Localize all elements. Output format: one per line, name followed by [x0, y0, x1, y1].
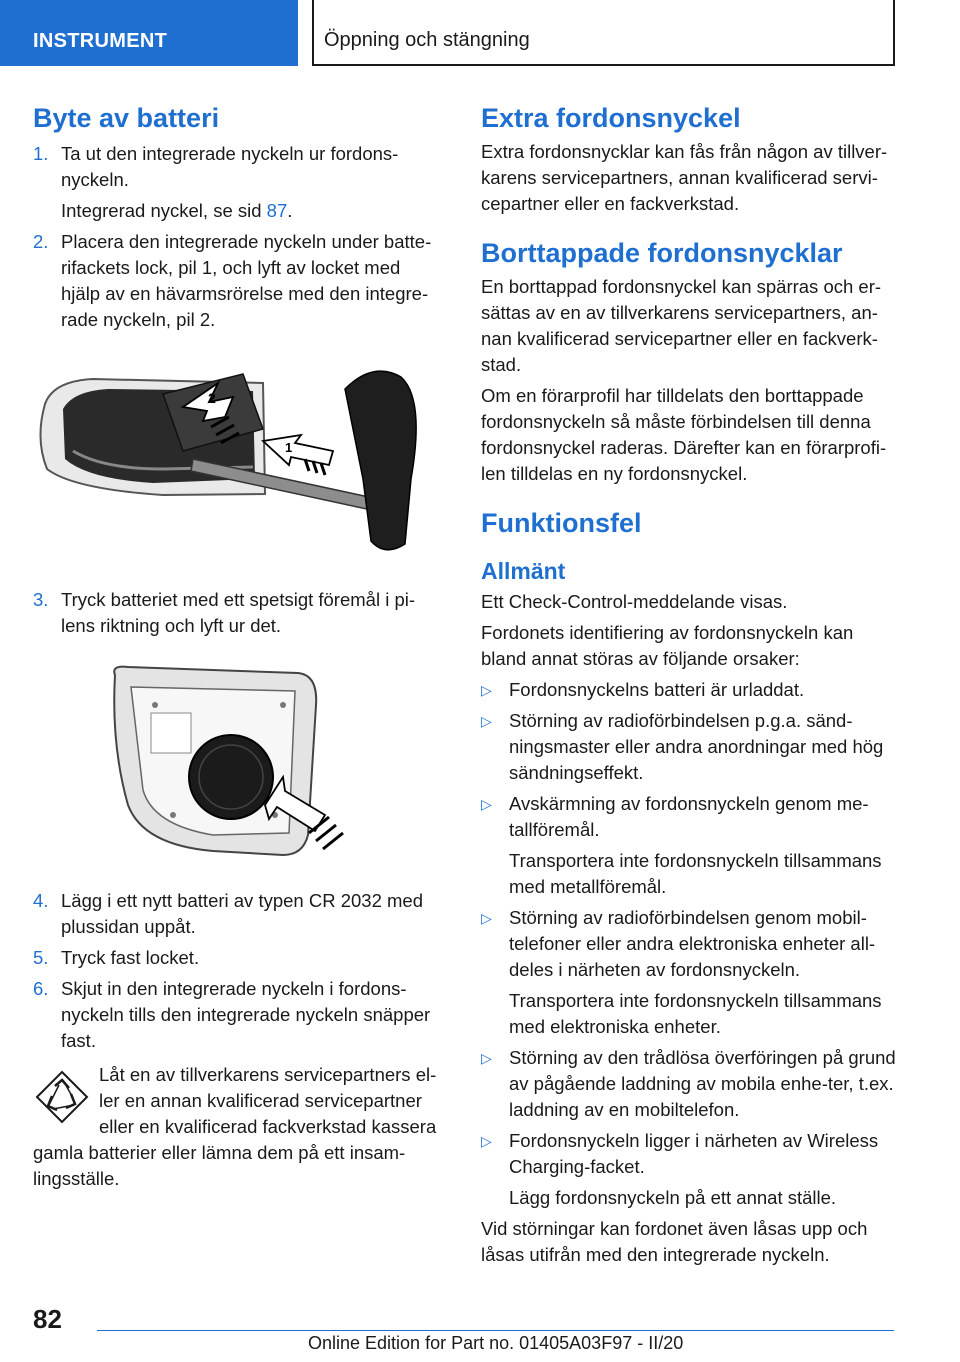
paragraph-lost-keys-2: Om en förarprofil har tilldelats den borttappade fordonsnyckeln så måste förbindelsen till denna fordonsnyckel raderas. Därefter kan en förarprofi‐len tilldelas en ny fordonsnyckel. — [481, 385, 887, 484]
arrow-label: 2 — [208, 390, 216, 406]
list-item-subtext: Lägg fordonsnyckeln på ett annat ställe. — [509, 1187, 837, 1208]
list-item-text: Störning av radioförbindelsen p.g.a. sänd‐ningsmaster eller andra anordningar med hög sändningseffekt. — [509, 710, 884, 783]
section-tab — [0, 0, 298, 66]
chapter-header — [312, 0, 895, 66]
key-lid-removal-figure — [33, 359, 443, 559]
bullet-triangle-icon: ▷ — [481, 713, 492, 729]
paragraph-closing: Vid störningar kan fordonet även låsas upp och låsas utifrån med den integrerade nyckeln. — [481, 1218, 868, 1265]
step-number: 5. — [33, 947, 49, 968]
footer-edition: Online Edition for Part no. 01405A03F97 - II/20 — [308, 1333, 684, 1353]
bullet-triangle-icon: ▷ — [481, 1133, 492, 1149]
step-number: 3. — [33, 589, 49, 610]
step-3 — [33, 587, 443, 639]
recycle-icon — [33, 1068, 91, 1126]
chapter-title: Öppning och stängning — [324, 29, 530, 51]
page-reference-link[interactable]: 87 — [266, 200, 288, 221]
step-2 — [33, 229, 443, 333]
list-item — [481, 905, 896, 983]
step-number: 4. — [33, 890, 49, 911]
list-item-text: Fordonsnyckeln ligger i närheten av Wireless Charging-facket. — [509, 1130, 879, 1177]
right-column — [481, 100, 896, 1268]
paragraph-general-2: Fordonets identifiering av fordonsnyckeln kan bland annat störas av följande orsaker: — [481, 622, 854, 669]
footer-divider — [97, 1330, 894, 1331]
bullet-triangle-icon: ▷ — [481, 910, 492, 926]
step-text: Tryck fast locket. — [61, 947, 200, 968]
list-item-text: Störning av radioförbindelsen genom mobil‐telefoner eller andra elektroniska enheter all‐deles i närheten av fordonsnyckeln. — [509, 907, 876, 980]
step-number: 6. — [33, 978, 49, 999]
step-number: 1. — [33, 143, 49, 164]
step-text: Tryck batteriet med ett spetsigt föremål i pi‐lens riktning och lyft ur det. — [61, 589, 416, 636]
arrow-label: 1 — [285, 440, 293, 455]
list-item-text: Störning av den trådlösa överföringen på grund av pågående laddning av mobila enhe‐ter, t.ex. laddning av en mobiltelefon. — [509, 1047, 896, 1120]
step-5 — [33, 945, 443, 971]
list-item — [481, 1128, 896, 1180]
list-item — [481, 1045, 896, 1123]
list-item — [481, 677, 896, 703]
list-item-subtext: Transportera inte fordonsnyckeln tillsammans med elektroniska enheter. — [509, 990, 882, 1037]
paragraph-lost-keys-1: En borttappad fordonsnyckel kan spärras och er‐sättas av en av tillverkarens servicepartners, an‐nan kvalificerad servicepartner eller en fackverk‐stad. — [481, 276, 882, 375]
step-text: Placera den integrerade nyckeln under batte‐rifackets lock, pil 1, och lyft av locket med hjälp av en hävarmsrörelse med den integre‐rade nyckeln, pil 2. — [61, 231, 432, 330]
reference-text: Integrerad nyckel, se sid — [61, 200, 267, 221]
bullet-triangle-icon: ▷ — [481, 796, 492, 812]
step-1-reference — [33, 198, 443, 224]
list-item — [481, 708, 896, 786]
section-title: INSTRUMENT — [33, 30, 168, 52]
list-item-text: Avskärmning av fordonsnyckeln genom me‐tallföremål. — [509, 793, 869, 840]
step-4 — [33, 888, 443, 940]
reference-end: . — [287, 200, 293, 221]
arrow-1-icon — [263, 435, 333, 475]
step-text: Skjut in den integrerade nyckeln i fordons‐nyckeln tills den integrerade nyckeln snäpper fast. — [61, 978, 431, 1051]
heading-malfunction: Funktionsfel — [481, 508, 642, 538]
note-text: Låt en av tillverkarens servicepartners el‐ler en annan kvalificerad servicepartner eller en kvalificerad fackverkstad kassera gamla batterier eller lämna dem på ett insam‐lingsställe. — [33, 1064, 437, 1189]
step-6 — [33, 976, 443, 1054]
page-number: 82 — [33, 1304, 62, 1334]
bullet-triangle-icon: ▷ — [481, 1050, 492, 1066]
step-text: Lägg i ett nytt batteri av typen CR 2032 med plussidan uppåt. — [61, 890, 423, 937]
heading-lost-keys: Borttappade fordonsnycklar — [481, 238, 843, 268]
list-item-text: Fordonsnyckelns batteri är urladdat. — [509, 679, 805, 700]
heading-extra-key: Extra fordonsnyckel — [481, 103, 741, 133]
heading-general: Allmänt — [481, 558, 566, 584]
step-number: 2. — [33, 231, 49, 252]
heading-battery-change: Byte av batteri — [33, 103, 220, 133]
recycling-note — [33, 1062, 443, 1192]
battery-removal-figure — [33, 665, 443, 860]
step-text: Ta ut den integrerade nyckeln ur fordons‐nyckeln. — [61, 143, 399, 190]
list-item-subtext: Transportera inte fordonsnyckeln tillsammans med metallföremål. — [509, 850, 882, 897]
left-column — [33, 100, 443, 1192]
paragraph-general-1: Ett Check-Control-meddelande visas. — [481, 591, 788, 612]
list-item — [481, 791, 896, 843]
paragraph-extra-key: Extra fordonsnycklar kan fås från någon av tillver‐karens servicepartners, annan kvalificerad servi‐cepartner eller en fackverkstad. — [481, 141, 888, 214]
bullet-triangle-icon: ▷ — [481, 682, 492, 698]
step-1 — [33, 141, 443, 193]
